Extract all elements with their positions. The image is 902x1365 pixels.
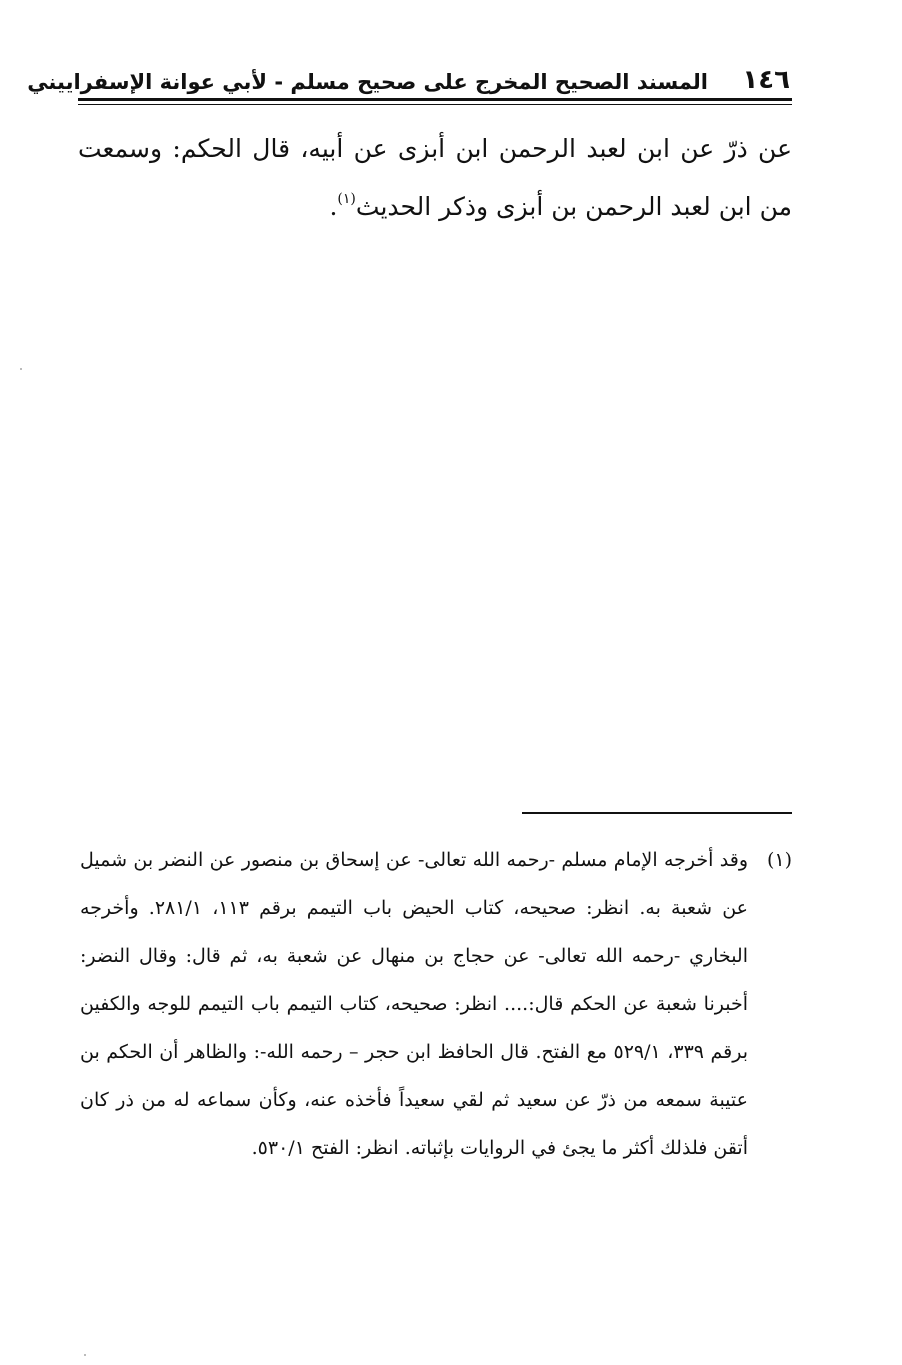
scan-speck xyxy=(20,368,22,370)
scan-speck xyxy=(84,1354,86,1356)
footnote-separator xyxy=(522,812,792,814)
footnote-marker: (١) xyxy=(766,849,792,871)
main-text xyxy=(78,120,792,236)
body-paragraph-end: . xyxy=(329,192,338,221)
running-title: المسند الصحيح المخرج على صحيح مسلم - لأبي عوانة الإسفراييني xyxy=(27,70,708,94)
page-number: ١٤٦ xyxy=(742,65,790,95)
footnote-reference: (١) xyxy=(337,191,356,207)
footnotes xyxy=(80,836,792,1172)
body-paragraph xyxy=(78,120,792,236)
footnote-text: وقد أخرجه الإمام مسلم -رحمه الله تعالى- عن إسحاق بن منصور عن النضر بن شميل عن شعبة به. انظر: صحيحه، كتاب الحيض باب التيمم برقم ١١٣، ٢٨١/١. وأخرجه البخاري -رحمه الله تعالى- عن حجاج بن منهال عن شعبة به، ثم قال: وقال النضر: أخبرنا شعبة عن الحكم قال:.... انظر: صحيحه، كتاب التيمم باب التيمم للوجه والكفين برقم ٣٣٩، ٥٢٩/١ مع الفتح. قال الحافظ ابن حجر – رحمه الله-: والظاهر أن الحكم بن عتيبة سمعه من ذرّ عن سعيد ثم لقي سعيداً فأخذه عنه، وكأن سماعه له من ذر كان أتقن فلذلك أكثر ما يجئ في الروايات بإثباته. انظر: الفتح ٥٣٠/١. xyxy=(80,849,749,1159)
running-header xyxy=(27,62,790,102)
footnote xyxy=(80,836,792,1172)
body-paragraph-text: عن ذرّ عن ابن لعبد الرحمن ابن أبزى عن أبيه، قال الحكم: وسمعت من ابن لعبد الرحمن بن أبزى وذكر الحديث xyxy=(78,134,792,221)
header-rule-thin xyxy=(78,104,792,105)
header-rule-thick xyxy=(78,98,792,101)
